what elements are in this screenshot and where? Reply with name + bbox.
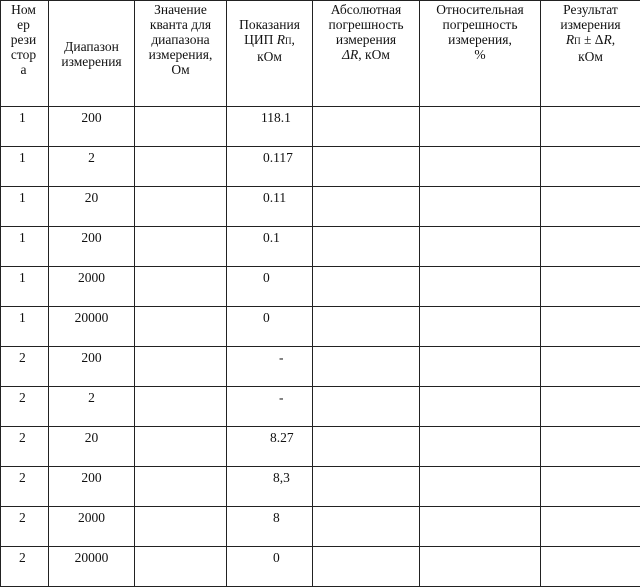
cell-quantum bbox=[135, 187, 227, 227]
cell-quantum bbox=[135, 227, 227, 267]
table-row bbox=[1, 427, 640, 467]
cell-reading: 8 bbox=[227, 507, 313, 547]
cell-relative-error bbox=[420, 507, 541, 547]
cell-result bbox=[541, 107, 640, 147]
cell-range: 2000 bbox=[49, 267, 135, 307]
cell-resistor-number: 1 bbox=[1, 107, 49, 147]
cell-result bbox=[541, 307, 640, 347]
cell-resistor-number: 1 bbox=[1, 307, 49, 347]
cell-reading: 0 bbox=[227, 547, 313, 587]
header-relative-error: Относительная погрешность измерения, % bbox=[420, 1, 541, 107]
cell-absolute-error bbox=[313, 107, 420, 147]
cell-result bbox=[541, 147, 640, 187]
cell-resistor-number: 2 bbox=[1, 387, 49, 427]
header-quantum-value: Значение кванта для диапазона измерения, Ом bbox=[135, 1, 227, 107]
cell-reading: 8.27 bbox=[227, 427, 313, 467]
cell-quantum bbox=[135, 427, 227, 467]
table-row bbox=[1, 307, 640, 347]
cell-reading: 0 bbox=[227, 307, 313, 347]
cell-relative-error bbox=[420, 307, 541, 347]
cell-resistor-number: 1 bbox=[1, 227, 49, 267]
cell-result bbox=[541, 387, 640, 427]
cell-range: 200 bbox=[49, 467, 135, 507]
header-measurement-result: Результат измерения RП ± ΔR, кОм bbox=[541, 1, 640, 107]
table-row bbox=[1, 347, 640, 387]
cell-quantum bbox=[135, 267, 227, 307]
cell-result bbox=[541, 267, 640, 307]
cell-relative-error bbox=[420, 547, 541, 587]
cell-relative-error bbox=[420, 147, 541, 187]
cell-result bbox=[541, 467, 640, 507]
cell-absolute-error bbox=[313, 547, 420, 587]
cell-reading: 8,3 bbox=[227, 467, 313, 507]
cell-result bbox=[541, 507, 640, 547]
cell-quantum bbox=[135, 467, 227, 507]
cell-relative-error bbox=[420, 227, 541, 267]
cell-relative-error bbox=[420, 387, 541, 427]
table-row bbox=[1, 107, 640, 147]
header-resistor-number: Ном ер рези стор а bbox=[1, 1, 49, 107]
table-row bbox=[1, 507, 640, 547]
cell-reading: 0 bbox=[227, 267, 313, 307]
cell-quantum bbox=[135, 307, 227, 347]
cell-relative-error bbox=[420, 427, 541, 467]
cell-range: 2000 bbox=[49, 507, 135, 547]
table-row bbox=[1, 267, 640, 307]
cell-result bbox=[541, 187, 640, 227]
cell-resistor-number: 2 bbox=[1, 467, 49, 507]
cell-range: 200 bbox=[49, 347, 135, 387]
cell-relative-error bbox=[420, 467, 541, 507]
cell-absolute-error bbox=[313, 387, 420, 427]
cell-reading: 118.1 bbox=[227, 107, 313, 147]
cell-absolute-error bbox=[313, 307, 420, 347]
cell-quantum bbox=[135, 507, 227, 547]
cell-range: 20000 bbox=[49, 307, 135, 347]
cell-result bbox=[541, 347, 640, 387]
cell-absolute-error bbox=[313, 467, 420, 507]
table-row bbox=[1, 187, 640, 227]
cell-result bbox=[541, 427, 640, 467]
cell-reading: 0.1 bbox=[227, 227, 313, 267]
header-row bbox=[1, 1, 640, 107]
header-measurement-range: Диапазон измерения bbox=[49, 1, 135, 107]
cell-absolute-error bbox=[313, 147, 420, 187]
cell-reading: 0.11 bbox=[227, 187, 313, 227]
table-row bbox=[1, 547, 640, 587]
cell-absolute-error bbox=[313, 347, 420, 387]
cell-resistor-number: 2 bbox=[1, 547, 49, 587]
table-row bbox=[1, 227, 640, 267]
cell-absolute-error bbox=[313, 187, 420, 227]
table-row bbox=[1, 387, 640, 427]
cell-quantum bbox=[135, 547, 227, 587]
header-dmm-reading: Показания ЦИП RП, кОм bbox=[227, 1, 313, 107]
cell-reading: 0.117 bbox=[227, 147, 313, 187]
cell-resistor-number: 1 bbox=[1, 147, 49, 187]
cell-resistor-number: 2 bbox=[1, 507, 49, 547]
cell-range: 2 bbox=[49, 147, 135, 187]
cell-absolute-error bbox=[313, 427, 420, 467]
cell-quantum bbox=[135, 387, 227, 427]
table-row bbox=[1, 147, 640, 187]
cell-range: 200 bbox=[49, 107, 135, 147]
cell-result bbox=[541, 227, 640, 267]
cell-absolute-error bbox=[313, 227, 420, 267]
cell-absolute-error bbox=[313, 267, 420, 307]
cell-result bbox=[541, 547, 640, 587]
cell-resistor-number: 1 bbox=[1, 267, 49, 307]
table-row bbox=[1, 467, 640, 507]
cell-relative-error bbox=[420, 347, 541, 387]
cell-quantum bbox=[135, 107, 227, 147]
cell-resistor-number: 1 bbox=[1, 187, 49, 227]
cell-range: 20 bbox=[49, 187, 135, 227]
cell-resistor-number: 2 bbox=[1, 347, 49, 387]
cell-reading: - bbox=[227, 387, 313, 427]
cell-range: 20 bbox=[49, 427, 135, 467]
cell-range: 2 bbox=[49, 387, 135, 427]
cell-relative-error bbox=[420, 187, 541, 227]
cell-relative-error bbox=[420, 107, 541, 147]
cell-quantum bbox=[135, 147, 227, 187]
cell-relative-error bbox=[420, 267, 541, 307]
header-absolute-error: Абсолютная погрешность измерения ΔR, кОм bbox=[313, 1, 420, 107]
cell-range: 20000 bbox=[49, 547, 135, 587]
cell-resistor-number: 2 bbox=[1, 427, 49, 467]
cell-absolute-error bbox=[313, 507, 420, 547]
cell-reading: - bbox=[227, 347, 313, 387]
cell-quantum bbox=[135, 347, 227, 387]
cell-range: 200 bbox=[49, 227, 135, 267]
